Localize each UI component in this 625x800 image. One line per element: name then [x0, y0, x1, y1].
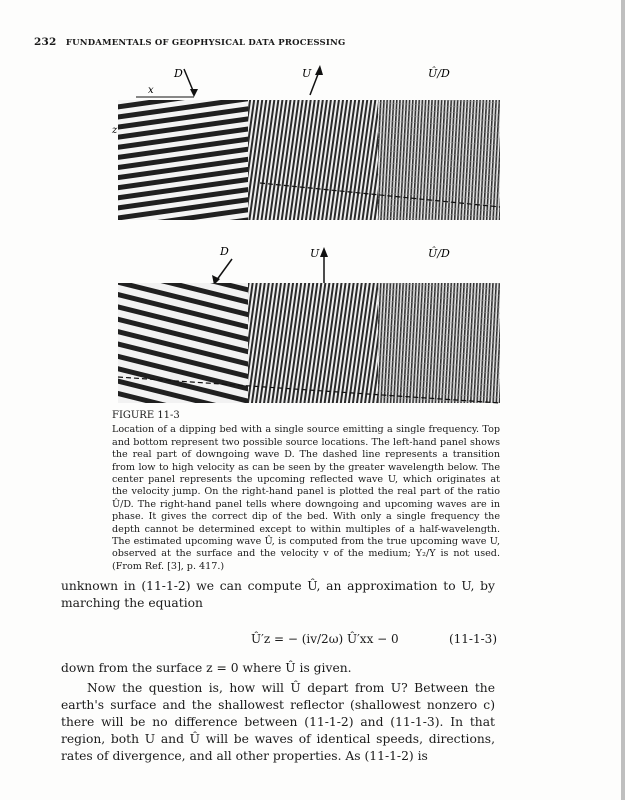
caption-text: Location of a dipping bed with a single source emitting a single frequency. Top and bottom represent two possible source locations. The left-hand panel shows the real part of downgoing wave D. The dashed line represents a transition from low to high velocity as can be seen by the greater wavelength below. The center panel represents the upcoming reflected wave U, which originates at the velocity jump. On the right-hand panel is plotted the real part of the ratio Û/D. The right-hand panel tells where downgoing and upcoming waves are in phase. It gives the correct dip of the bed. With only a single frequency the depth cannot be determined except to within multiples of a half-wavelength. The estimated upcoming wave Û, is computed from the true upcoming wave U, observed at the surface and the velocity v of the medium; Y₂/Y is not used. (From Ref. [3], p. 417.) — [112, 424, 500, 572]
equation-number: (11-1-3) — [448, 632, 497, 646]
z-axis-label: z — [112, 125, 118, 136]
bottom-arrow-d — [216, 259, 232, 281]
figure-panels — [110, 55, 500, 410]
bottom-label-u: U — [310, 247, 320, 260]
page-number: 232 — [34, 36, 57, 48]
top-center-panel — [248, 100, 378, 220]
top-label-d: D — [174, 67, 183, 80]
top-left-panel — [118, 100, 248, 220]
bottom-label-ratio: Û/D — [428, 247, 450, 260]
caption-title: FIGURE 11-3 — [112, 410, 180, 421]
bottom-center-panel — [248, 283, 378, 403]
top-arrowhead-u — [315, 65, 323, 75]
body-paragraph-1: unknown in (11-1-2) we can compute Û, an approximation to U, by marching the equation — [61, 579, 495, 610]
equation-11-1-3 — [61, 618, 495, 662]
body-paragraph-2: down from the surface z = 0 where Û is given. — [61, 661, 352, 675]
bottom-arrowhead-u — [320, 247, 328, 257]
top-label-ratio: Û/D — [428, 67, 450, 80]
figure-11-3 — [110, 55, 500, 410]
figure-caption — [112, 410, 500, 573]
top-right-panel — [378, 100, 500, 220]
running-title: FUNDAMENTALS OF GEOPHYSICAL DATA PROCESSING — [65, 38, 346, 48]
equation-text: Û′z = − (iv/2ω) Û′xx − 0 — [251, 632, 399, 646]
bottom-left-panel — [118, 283, 248, 403]
x-axis-label: x — [148, 85, 154, 96]
running-head — [34, 36, 345, 48]
page-edge-shadow — [621, 0, 625, 800]
top-arrowhead-d — [190, 89, 198, 97]
bottom-right-panel — [378, 283, 500, 403]
body-paragraph-3: Now the question is, how will Û depart from U? Between the earth's surface and the shallowest reflector (shallowest nonzero c) there will be no difference between (11-1-2) and (11-1-3). In that region, both U and Û will be waves of identical speeds, directions, rates of divergence, and all other properties. As (11-1-2) is — [61, 681, 495, 763]
bottom-label-d: D — [220, 245, 229, 258]
top-label-u: U — [302, 67, 312, 80]
